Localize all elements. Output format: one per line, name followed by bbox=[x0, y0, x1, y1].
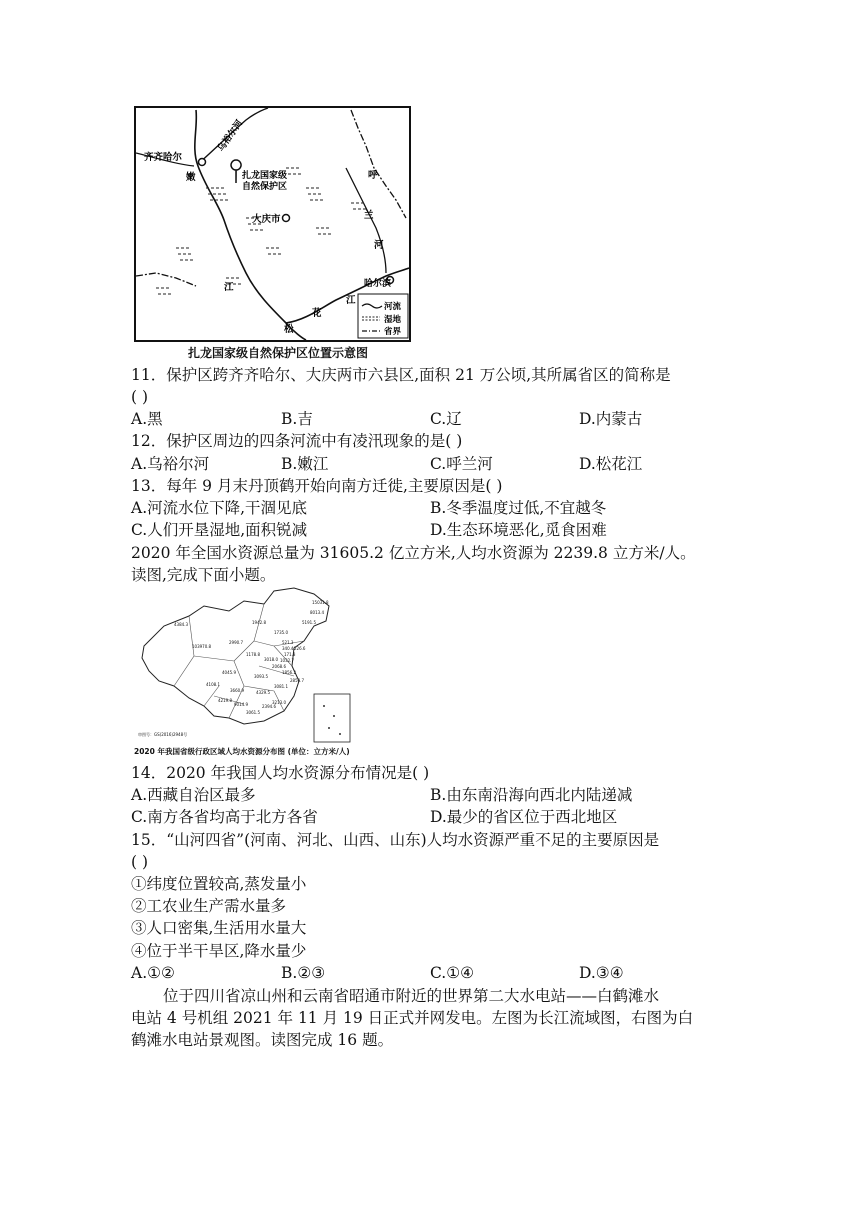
label-reserve-1: 扎龙国家级 bbox=[242, 171, 288, 181]
q13-stem: 13．每年 9 月末丹顶鹤开始向南方迁徙,主要原因是( ) bbox=[131, 477, 503, 495]
map2-value-label: 2850.7 bbox=[290, 678, 304, 683]
map2-value-label: 15031.8 bbox=[312, 600, 329, 605]
daqing-city-marker bbox=[283, 215, 290, 222]
label-nen: 嫩 bbox=[186, 172, 196, 183]
map2-value-label: 1032.7 bbox=[280, 658, 294, 663]
qiqihar-city-marker bbox=[199, 159, 206, 166]
china-map-svg bbox=[134, 586, 354, 744]
q15-stem: 15．“山河四省”(河南、河北、山西、山东)人均水资源严重不足的主要原因是 bbox=[131, 831, 660, 849]
map2-value-label: 3213.0 bbox=[272, 700, 286, 705]
map2-value-label: 5191.5 bbox=[302, 620, 316, 625]
q14-stem: 14．2020 年我国人均水资源分布情况是( ) bbox=[131, 764, 430, 782]
label-hua: 花 bbox=[312, 308, 322, 319]
q12-stem: 12．保护区周边的四条河流中有凌汛现象的是( ) bbox=[131, 432, 463, 450]
label-wuyuer: 乌裕尔河 bbox=[216, 118, 246, 154]
map2-value-label: 521.3 bbox=[282, 640, 294, 645]
q15-item-1: ①纬度位置较高,蒸发量小 bbox=[131, 875, 307, 893]
map2-value-label: 226.6 bbox=[294, 646, 306, 651]
label-reserve-2: 自然保护区 bbox=[242, 182, 288, 192]
q11-option-a[interactable]: A.黑 bbox=[131, 410, 163, 428]
q12-option-b[interactable]: B.嫩江 bbox=[281, 455, 329, 473]
q15-option-a[interactable]: A.①② bbox=[131, 964, 175, 982]
label-daqing: 大庆市 bbox=[252, 214, 281, 225]
label-jiang2: 江 bbox=[346, 295, 356, 306]
map2-value-label: 9014.9 bbox=[234, 702, 248, 707]
map2-caption: 2020 年我国省级行政区域人均水资源分布图 (单位：立方米/人) bbox=[134, 747, 350, 756]
legend-river: 河流 bbox=[384, 302, 402, 312]
label-song: 松 bbox=[284, 324, 294, 335]
label-lan: 兰 bbox=[364, 210, 374, 221]
map2-value-label: 1942.8 bbox=[252, 620, 266, 625]
label-qiqihar: 齐齐哈尔 bbox=[144, 152, 183, 163]
q12-option-d[interactable]: D.松花江 bbox=[579, 455, 643, 473]
passage-line3: 鹤滩水电站景观图。读图完成 16 题。 bbox=[131, 1031, 394, 1049]
china-water-map bbox=[134, 586, 354, 744]
q12-option-c[interactable]: C.呼兰河 bbox=[430, 455, 493, 473]
intro2-line1: 2020 年全国水资源总量为 31605.2 亿立方米,人均水资源为 2239.8 立方米/人。 bbox=[131, 544, 696, 562]
map2-value-label: 3093.5 bbox=[254, 674, 268, 679]
map2-value-label: 4384.3 bbox=[174, 622, 188, 627]
intro2-line2: 读图,完成下面小题。 bbox=[131, 566, 276, 584]
map2-value-label: 4329.5 bbox=[256, 690, 270, 695]
label-hu: 呼 bbox=[368, 170, 378, 181]
map2-value-label: 2394.6 bbox=[262, 704, 276, 709]
q14-option-c[interactable]: C.南方各省均高于北方各省 bbox=[131, 808, 318, 826]
map2-value-label: 3061.5 bbox=[246, 710, 260, 715]
q15-option-c[interactable]: C.①④ bbox=[430, 964, 475, 982]
q13-option-d[interactable]: D.生态环境恶化,觅食困难 bbox=[430, 521, 607, 539]
map2-value-label: 2990.7 bbox=[229, 640, 243, 645]
q14-option-a[interactable]: A.西藏自治区最多 bbox=[131, 786, 256, 804]
map2-value-label: 103970.8 bbox=[192, 644, 212, 649]
map2-value-label: 4045.9 bbox=[222, 670, 236, 675]
legend-wetland: 湿地 bbox=[384, 315, 402, 325]
map2-value-label: 1178.8 bbox=[246, 652, 260, 657]
map2-value-label: 1856.2 bbox=[282, 670, 296, 675]
map1-caption: 扎龙国家级自然保护区位置示意图 bbox=[188, 346, 369, 360]
q13-option-c[interactable]: C.人们开垦湿地,面积锐减 bbox=[131, 521, 308, 539]
map2-value-label: 2068.6 bbox=[272, 664, 286, 669]
passage-line2: 电站 4 号机组 2021 年 11 月 19 日正式并网发电。左图为长江流域图，右图为白 bbox=[131, 1009, 694, 1027]
map2-value-label: 3081.1 bbox=[274, 684, 288, 689]
label-harbin: 哈尔滨 bbox=[364, 279, 392, 289]
q15-blank: ( ) bbox=[131, 853, 149, 871]
q11-option-c[interactable]: C.辽 bbox=[430, 410, 462, 428]
q15-option-b[interactable]: B.②③ bbox=[281, 964, 326, 982]
q14-option-b[interactable]: B.由东南沿海向西北内陆递减 bbox=[430, 786, 633, 804]
q15-option-d[interactable]: D.③④ bbox=[579, 964, 624, 982]
q13-option-a[interactable]: A.河流水位下降,干涸见底 bbox=[131, 499, 308, 517]
legend-border: 省界 bbox=[384, 327, 402, 337]
label-he: 河 bbox=[374, 240, 384, 251]
label-jiang: 江 bbox=[224, 282, 234, 293]
map2-value-label: 171.8 bbox=[284, 652, 296, 657]
map2-value-label: 1735.0 bbox=[274, 630, 288, 635]
q15-item-3: ③人口密集,生活用水量大 bbox=[131, 919, 307, 937]
map2-value-label: 4108.1 bbox=[206, 682, 220, 687]
q11-option-b[interactable]: B.吉 bbox=[281, 410, 313, 428]
map2-value-label: 340.4 bbox=[282, 646, 294, 651]
passage-line1: 位于四川省凉山州和云南省昭通市附近的世界第二大水电站——白鹤滩水 bbox=[163, 987, 660, 1005]
zhalong-map-svg bbox=[136, 108, 409, 340]
q15-item-4: ④位于半干旱区,降水量少 bbox=[131, 942, 307, 960]
map2-value-label: 8013.4 bbox=[310, 610, 324, 615]
reserve-pin-icon bbox=[231, 160, 241, 183]
q13-option-b[interactable]: B.冬季温度过低,不宜越冬 bbox=[430, 499, 607, 517]
map2-value-label: 3660.9 bbox=[230, 688, 244, 693]
map2-value-label: 4219.8 bbox=[218, 698, 232, 703]
q14-option-d[interactable]: D.最少的省区位于西北地区 bbox=[430, 808, 618, 826]
map1-legend bbox=[358, 294, 408, 338]
q12-option-a[interactable]: A.乌裕尔河 bbox=[131, 455, 210, 473]
q15-item-2: ②工农业生产需水量多 bbox=[131, 897, 287, 915]
zhalong-location-map bbox=[134, 106, 411, 342]
q11-option-d[interactable]: D.内蒙古 bbox=[579, 410, 643, 428]
q11-stem: 11．保护区跨齐齐哈尔、大庆两市六县区,面积 21 万公顷,其所属省区的简称是 bbox=[131, 366, 671, 384]
map2-footnote: 审图号：GS(2016)2948号 bbox=[138, 732, 188, 737]
q11-blank: ( ) bbox=[131, 388, 149, 406]
map2-value-label: 3018.0 bbox=[264, 657, 278, 662]
